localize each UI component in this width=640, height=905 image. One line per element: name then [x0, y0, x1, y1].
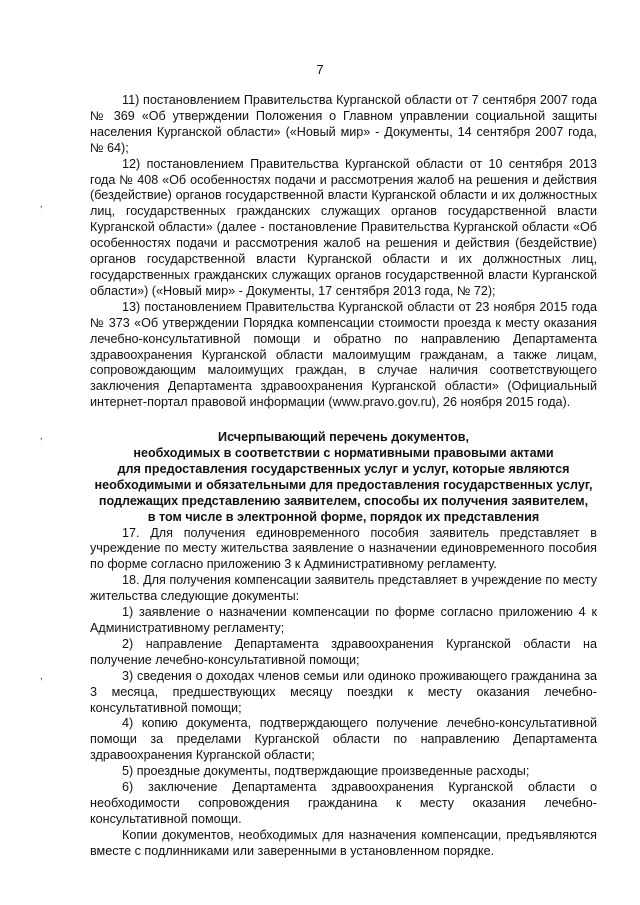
section-heading — [90, 430, 597, 525]
list-item-1: 1) заявление о назначении компенсации по форме согласно приложению 4 к Административному регламенту; — [90, 605, 597, 635]
heading-line: необходимых в соответствии с нормативными правовыми актами — [133, 446, 554, 461]
list-item-3: 3) сведения о доходах членов семьи или одиноко проживающего гражданина за 3 месяца, предшествующих месяцу поездки к месту оказания лечебно-консультативной помощи; — [90, 668, 597, 715]
list-item-4: 4) копию документа, подтверждающего получение лечебно-консультативной помощи за пределами Курганской области по направлению Департамента здравоохранения Курганской области; — [90, 716, 597, 763]
paragraph-item-11: 11) постановлением Правительства Курганской области от 7 сентября 2007 года № 369 «Об утверждении Положения о Главном управлении социальной защиты населения Курганской области» («Новый мир» - Документы, 14 сентября 2007 года, № 64); — [90, 93, 597, 155]
scan-mark: , — [40, 671, 43, 682]
heading-line: в том числе в электронной форме, порядок их представления — [147, 509, 540, 524]
page-number: 7 — [316, 62, 324, 77]
paragraph-17: 17. Для получения единовременного пособия заявитель представляет в учреждение по месту жительства заявление о назначении единовременного пособия по форме согласно приложению 3 к Административному регламенту. — [90, 525, 597, 572]
heading-line: Исчерпывающий перечень документов, — [218, 430, 469, 445]
paragraph-item-13: 13) постановлением Правительства Курганской области от 23 ноября 2015 года № 373 «Об утверждении Порядка компенсации стоимости проезда к месту оказания лечебно-консультативной помощи и обратно по направлению Департамента здравоохранения Курганской области малоимущим гражданам, а также лицам, сопровождающим малоимущих граждан, в случае наличия соответствующего заключения Департамента здравоохранения Курганской области» (Официальный интернет-портал правовой информации (www.pravo.gov.ru), 26 ноября 2015 года). — [90, 299, 597, 410]
list-item-2: 2) направление Департамента здравоохранения Курганской области на получение лечебно-консультативной помощи; — [90, 636, 597, 667]
heading-line: подлежащих представлению заявителем, способы их получения заявителем, — [98, 493, 589, 508]
scan-mark: ’ — [40, 205, 43, 216]
paragraph-18: 18. Для получения компенсации заявитель представляет в учреждение по месту жительства следующие документы: — [90, 573, 597, 604]
heading-line: для предоставления государственных услуг и услуг, которые являются — [117, 461, 570, 476]
heading-line: необходимыми и обязательными для предоставления государственных услуг, — [94, 477, 593, 492]
scan-mark: ’ — [40, 437, 43, 448]
paragraph-item-12: 12) постановлением Правительства Курганской области от 10 сентября 2013 года № 408 «Об особенностях подачи и рассмотрения жалоб на решения и действия (бездействие) органов государственной власти Курганской области и их должностных лиц, государственных гражданских служащих органов государственной власти Курганской области» (далее - постановление Правительства Курганской области «Об особенностях подачи и рассмотрения жалоб на решения и действия (бездействие) органов государственной власти Курганской области и их должностных лиц, государственных гражданских служащих органов государственной власти Курганской области») («Новый мир» - Документы, 17 сентября 2013 года, № 72); — [90, 156, 597, 298]
list-item-6: 6) заключение Департамента здравоохранения Курганской области о необходимости сопровождения гражданина к месту оказания лечебно-консультативной помощи. — [90, 780, 597, 826]
list-item-5: 5) проездные документы, подтверждающие произведенные расходы; — [122, 764, 530, 779]
paragraph-copies: Копии документов, необходимых для назначения компенсации, предъявляются вместе с подлинниками или заверенными в установленном порядке. — [90, 827, 597, 858]
document-body — [90, 93, 597, 860]
